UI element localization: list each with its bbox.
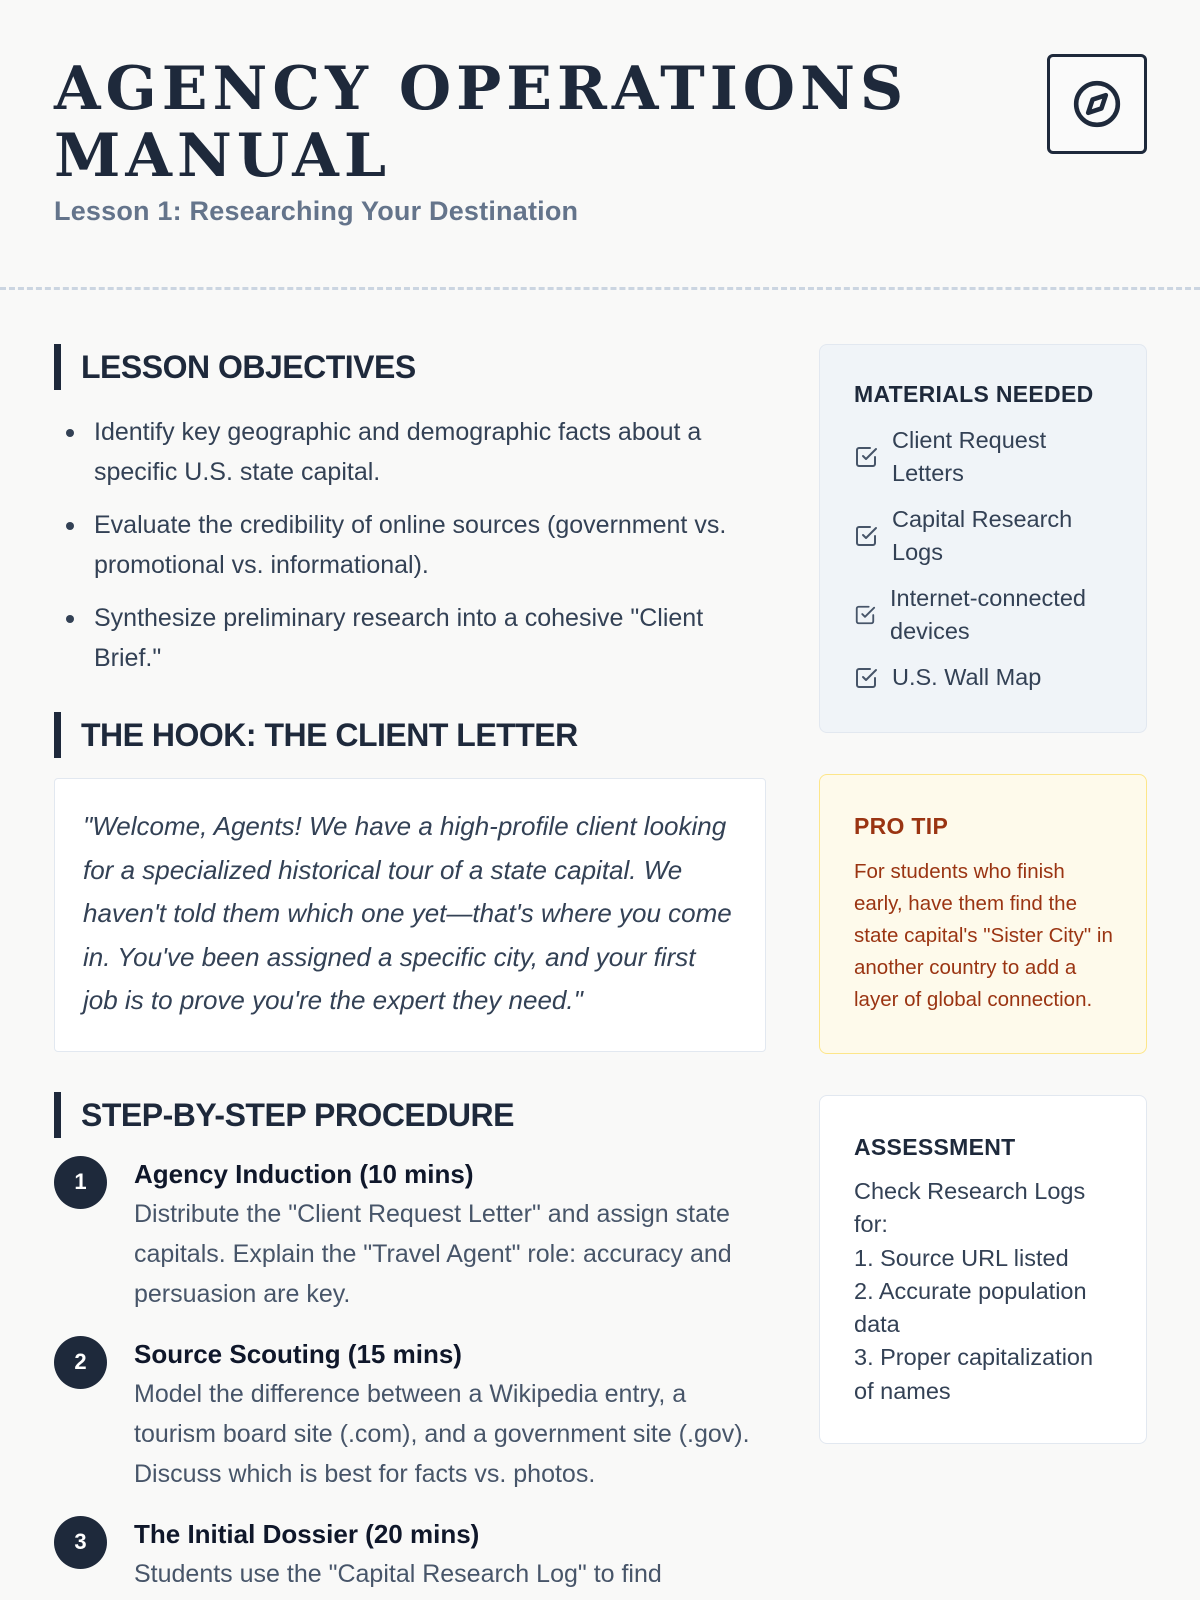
checkbox-checked-icon [854, 445, 878, 469]
objective-item: Synthesize preliminary research into a cohesive "Client Brief." [54, 598, 766, 678]
assessment-criterion: 3. Proper capitalization of names [854, 1344, 1094, 1404]
checkbox-checked-icon [854, 666, 878, 690]
material-item [854, 503, 1120, 569]
objective-item: Evaluate the credibility of online sources (government vs. promotional vs. informational). [54, 505, 766, 585]
material-label: Capital Research Logs [892, 506, 1073, 565]
assessment-criterion: 2. Accurate population data [854, 1277, 1087, 1338]
pro-tip-text: For students who finish early, have them find the state capital's "Sister City" in another country to add a layer of global connection. [854, 860, 1113, 1011]
materials-title: MATERIALS NEEDED [854, 381, 1094, 407]
hook-heading: THE HOOK: THE CLIENT LETTER [54, 712, 766, 758]
assessment-title: ASSESSMENT [854, 1134, 1016, 1160]
client-letter-quote [54, 778, 766, 1052]
step-title: The Initial Dossier (20 mins) [134, 1518, 480, 1549]
pro-tip-card [819, 774, 1147, 1054]
step-description: Model the difference between a Wikipedia entry, a tourism board site (.com), and a government site (.gov). Discuss which is best for facts vs. photos. [134, 1379, 750, 1488]
main-column [54, 344, 766, 1600]
checkbox-checked-icon [854, 524, 878, 548]
page-header [0, 0, 1200, 290]
header-divider [0, 287, 1200, 290]
compass-icon [1072, 79, 1122, 129]
assessment-card [819, 1095, 1147, 1444]
material-item [854, 424, 1120, 490]
objective-item: Identify key geographic and demographic facts about a specific U.S. state capital. [54, 412, 766, 492]
compass-logo [1047, 54, 1147, 154]
checkbox-checked-icon [854, 604, 876, 626]
pro-tip-title: PRO TIP [854, 813, 949, 839]
step-title: Agency Induction (10 mins) [134, 1158, 474, 1189]
client-letter-text: "Welcome, Agents! We have a high-profile client looking for a specialized historical tour of a state capital. We haven't told them which one yet—that's where you come in. You've been assigned a specific city, and your first job is to prove you're the expert they need." [83, 811, 732, 1015]
material-item [854, 582, 1120, 648]
step-description: Students use the "Capital Research Log" to find [134, 1559, 662, 1588]
materials-card [819, 344, 1147, 733]
page-title: AGENCY OPERATIONS MANUAL [54, 54, 909, 191]
step-number-badge: 1 [54, 1156, 107, 1209]
objectives-list [54, 412, 766, 678]
step-number-badge: 3 [54, 1516, 107, 1569]
procedure-step [54, 1336, 766, 1494]
procedure-steps [54, 1156, 766, 1594]
material-label: Client Request Letters [892, 427, 1047, 486]
step-number-badge: 2 [54, 1336, 107, 1389]
materials-list [854, 424, 1120, 694]
assessment-criterion: 1. Source URL listed [854, 1244, 1069, 1271]
objectives-heading: LESSON OBJECTIVES [54, 344, 766, 390]
page-subtitle: Lesson 1: Researching Your Destination [54, 196, 579, 226]
material-label: U.S. Wall Map [892, 664, 1042, 690]
procedure-step [54, 1156, 766, 1314]
material-label: Internet-connected devices [890, 585, 1086, 644]
procedure-step [54, 1516, 766, 1594]
procedure-heading: STEP-BY-STEP PROCEDURE [54, 1092, 766, 1138]
material-item [854, 661, 1120, 694]
step-title: Source Scouting (15 mins) [134, 1338, 462, 1369]
step-description: Distribute the "Client Request Letter" and assign state capitals. Explain the "Travel Agent" role: accuracy and persuasion are key. [134, 1199, 732, 1308]
assessment-intro: Check Research Logs for: [854, 1178, 1086, 1238]
